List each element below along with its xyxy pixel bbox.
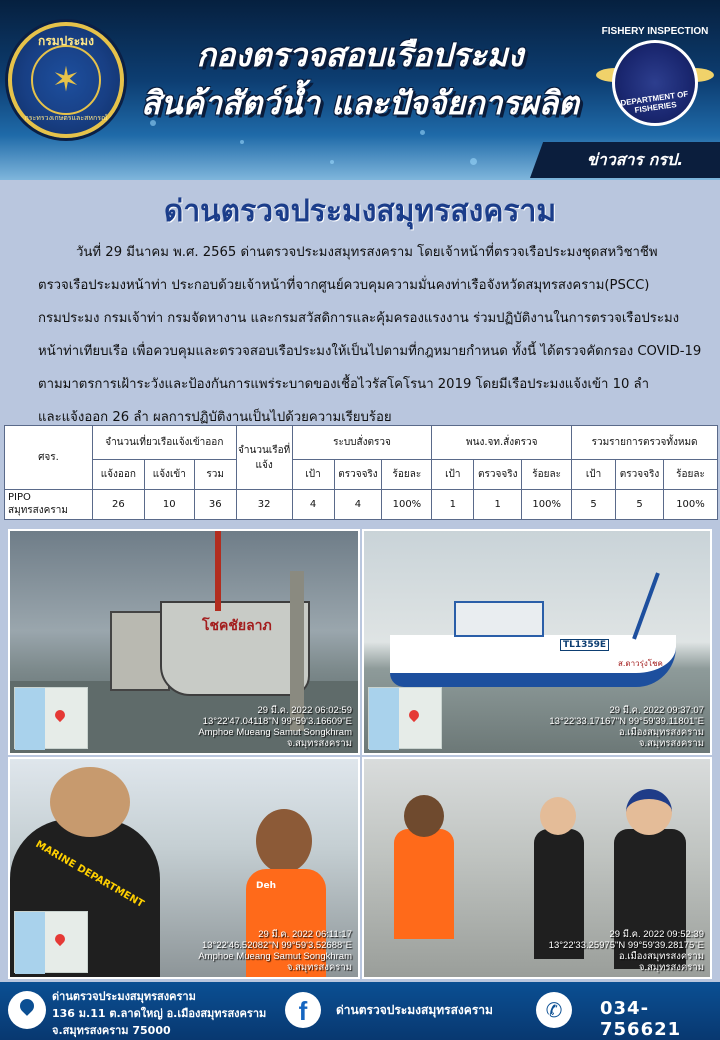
cell-sys-target: 4 — [292, 490, 334, 520]
sub-target: เป้า — [292, 460, 334, 490]
table-row — [5, 490, 718, 520]
stamp-place: อ.เมืองสมุทรสงคราม — [618, 727, 704, 738]
paragraph-line: หน้าท่าเทียบเรือ เพื่อควบคุมและตรวจสอบเรือประมงให้เป็นไปตามที่กฎหมายกำหนด ทั้งนี้ ได้ตรวจคัดกรอง COVID-19 — [38, 344, 702, 359]
page-footer — [0, 982, 720, 1040]
header-system-check: ระบบสั่งตรวจ — [292, 426, 432, 460]
cell-off-pct: 100% — [522, 490, 572, 520]
paragraph-line: ตรวจเรือประมงหน้าท่า ประกอบด้วยเจ้าหน้าที่จากศูนย์ควบคุมความมั่นคงท่าเรือจังหวัดสมุทรสงคราม(PSCC) — [38, 278, 650, 293]
stamp-place: Amphoe Mueang Samut Songkhram — [198, 727, 352, 738]
sub-actual: ตรวจจริง — [334, 460, 382, 490]
stamp-province: จ.สมุทรสงคราม — [286, 738, 352, 749]
stamp-date: 29 มี.ค. 2022 06:02:59 — [257, 705, 352, 716]
sub-pct: ร้อยละ — [522, 460, 572, 490]
cell-boats: 32 — [236, 490, 292, 520]
logo-right-bottom-text: DEPARTMENT OF FISHERIES — [619, 89, 689, 115]
footer-address-line3: จ.สมุทรสงคราม 75000 — [52, 1024, 171, 1037]
location-map-thumbnail — [368, 687, 442, 749]
photo-temperature-check — [8, 757, 360, 979]
officer-head — [540, 797, 576, 835]
stamp-date: 29 มี.ค. 2022 09:52:39 — [609, 929, 704, 940]
cell-tot-actual: 5 — [616, 490, 664, 520]
header-title-line1: กองตรวจสอบเรือประมง — [196, 36, 524, 74]
news-tab: ข่าวสาร กรป. — [586, 150, 684, 169]
royal-emblem-icon: ✶ — [31, 45, 101, 115]
map-pin-icon — [53, 932, 67, 946]
location-map-thumbnail — [14, 911, 88, 973]
paragraph-line: ตามมาตรการเฝ้าระวังและป้องกันการแพร่ระบาดของเชื้อไวรัสโคโรนา 2019 โดยมีเรือประมงแจ้งเข้า 10 ลำ — [38, 377, 650, 392]
cell-sys-actual: 4 — [334, 490, 382, 520]
cell-out: 26 — [92, 490, 144, 520]
stamp-place: Amphoe Mueang Samut Songkhram — [198, 951, 352, 962]
paragraph-line: และแจ้งออก 26 ลำ ผลการปฏิบัติงานเป็นไปด้วยความเรียบร้อย — [38, 410, 392, 425]
sub-pct: ร้อยละ — [663, 460, 717, 490]
stamp-coords: 13°22'47.04118"N 99°59'3.16609"E — [202, 716, 352, 727]
cell-tot-target: 5 — [572, 490, 616, 520]
location-map-thumbnail — [14, 687, 88, 749]
sparkle — [240, 140, 244, 144]
cell-off-actual: 1 — [474, 490, 522, 520]
officer-head — [50, 767, 130, 837]
cell-sys-pct: 100% — [382, 490, 432, 520]
page-title: ด่านตรวจประมงสมุทรสงคราม — [163, 194, 557, 229]
photo-boats-dock — [8, 529, 360, 755]
sub-target: เป้า — [432, 460, 474, 490]
header-boats: จำนวนเรือที่แจ้ง — [236, 426, 292, 490]
worker-head — [256, 809, 312, 873]
sparkle — [470, 158, 477, 165]
boat-registration: TL1359E — [560, 639, 609, 651]
header-officer-check: พนง.จท.สั่งตรวจ — [432, 426, 572, 460]
sub-target: เป้า — [572, 460, 616, 490]
cell-center: PIPO สมุทรสงคราม — [5, 490, 93, 520]
header-title-line2: สินค้าสัตว์น้ำ และปัจจัยการผลิต — [141, 84, 579, 122]
boat-cabin — [454, 601, 544, 637]
photo-timestamp — [549, 929, 704, 973]
cell-tot-pct: 100% — [663, 490, 717, 520]
stamp-coords: 13°22'33.17167"N 99°59'39.11801"E — [549, 716, 704, 727]
footer-address-line2: 136 ม.11 ต.ลาดใหญ่ อ.เมืองสมุทรสงคราม — [52, 1007, 267, 1020]
paragraph-line: วันที่ 29 มีนาคม พ.ศ. 2565 ด่านตรวจประมงสมุทรสงคราม โดยเจ้าหน้าที่ตรวจเรือประมงชุดสหวิชาชีพ — [76, 245, 658, 260]
stamp-date: 29 มี.ค. 2022 09:37:07 — [609, 705, 704, 716]
photo-timestamp — [198, 929, 352, 973]
stamp-province: จ.สมุทรสงคราม — [638, 962, 704, 973]
location-pin-icon — [8, 991, 46, 1029]
officer-head — [626, 789, 672, 835]
uniform-label: MARINE DEPARTMENT — [33, 838, 146, 911]
worker-head — [404, 795, 444, 837]
cell-off-target: 1 — [432, 490, 474, 520]
paragraph-line: กรมประมง กรมเจ้าท่า กรมจัดหางาน และกรมสวัสดิการและคุ้มครองแรงงาน ร่วมปฏิบัติงานในการตรวจเรือประมง — [38, 311, 680, 326]
stamp-date: 29 มี.ค. 2022 06:11:17 — [258, 929, 352, 940]
stamp-place: อ.เมืองสมุทรสงคราม — [618, 951, 704, 962]
footer-address-line1: ด่านตรวจประมงสมุทรสงคราม — [52, 990, 196, 1003]
cell-sum: 36 — [194, 490, 236, 520]
fishery-inspection-logo — [596, 22, 714, 128]
header-center: ศจร. — [5, 426, 93, 490]
phone-icon: ✆ — [536, 992, 572, 1028]
stamp-coords: 13°22'33.25975"N 99°59'39.28175"E — [548, 940, 704, 951]
facebook-icon[interactable]: f — [285, 992, 321, 1028]
sub-actual: ตรวจจริง — [616, 460, 664, 490]
cell-in: 10 — [144, 490, 194, 520]
sub-pct: ร้อยละ — [382, 460, 432, 490]
stamp-province: จ.สมุทรสงคราม — [286, 962, 352, 973]
map-pin-icon — [407, 708, 421, 722]
sparkle — [330, 160, 334, 164]
photo-timestamp — [198, 705, 352, 749]
shirt-text: Deh — [256, 881, 276, 891]
header-total-check: รวมรายการตรวจทั้งหมด — [572, 426, 718, 460]
photo-officers-inspecting — [362, 757, 712, 979]
boat-hull — [390, 635, 676, 687]
sub-in: แจ้งเข้า — [144, 460, 194, 490]
photo-blue-boat — [362, 529, 712, 755]
photo-timestamp — [549, 705, 704, 749]
news-paragraph — [38, 236, 702, 434]
phone-number[interactable]: 034-756621 — [600, 998, 682, 1040]
sub-sum: รวม — [194, 460, 236, 490]
boat-name: โชคชัยลาภ — [202, 618, 272, 634]
boat-hull — [160, 601, 310, 696]
logo-right-top-text: FISHERY INSPECTION — [601, 26, 709, 37]
life-vest — [394, 829, 454, 939]
inspection-summary-table — [4, 425, 718, 520]
sub-actual: ตรวจจริง — [474, 460, 522, 490]
map-pin-icon — [53, 708, 67, 722]
mast — [632, 572, 660, 639]
stamp-coords: 13°22'46.52082"N 99°59'3.52688"E — [201, 940, 352, 951]
sparkle — [420, 130, 425, 135]
stamp-province: จ.สมุทรสงคราม — [638, 738, 704, 749]
logo-left-bottom-text: กระทรวงเกษตรและสหกรณ์ — [24, 114, 108, 122]
facebook-page-name[interactable]: ด่านตรวจประมงสมุทรสงคราม — [336, 1003, 493, 1017]
header-trips: จำนวนเที่ยวเรือแจ้งเข้าออก — [92, 426, 236, 460]
logo-left-top-text: กรมประมง — [38, 34, 94, 48]
boat-name: ส.ดาวรุ่งโชค — [618, 659, 663, 668]
sub-out: แจ้งออก — [92, 460, 144, 490]
mast — [215, 531, 221, 611]
